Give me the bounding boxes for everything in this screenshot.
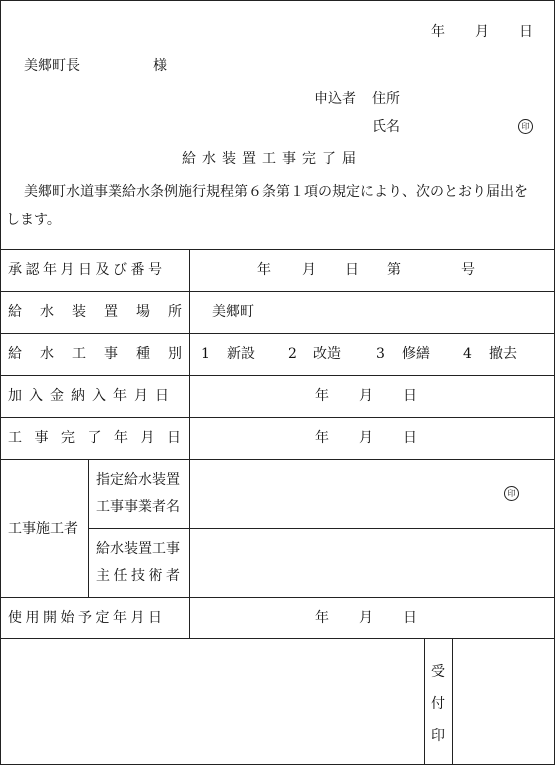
approval-no-suffix: 号 (461, 262, 475, 278)
date-day: 日 (519, 24, 533, 40)
intro-line-2: します。 (6, 212, 61, 228)
stamp-box-left-line (424, 638, 425, 765)
row-line-4 (0, 417, 555, 418)
location-label: 給水装置場所 (8, 304, 200, 320)
approval-year: 年 (257, 262, 271, 278)
work-type-option-4: 撤去 (489, 346, 517, 362)
work-type-option-1: 新設 (227, 346, 255, 362)
stamp-char-1: 受 (431, 664, 445, 680)
fee-date-day: 日 (403, 388, 417, 404)
approval-month: 月 (302, 262, 316, 278)
work-type-option-3-num: 3 (376, 346, 385, 362)
approval-day: 日 (345, 262, 359, 278)
document-title: 給水装置工事完了届 (182, 151, 362, 167)
fee-date-month: 月 (359, 388, 373, 404)
chief-label-line-2: 主任技術者 (96, 568, 184, 584)
date-month: 月 (475, 24, 489, 40)
company-label-line-2: 工事事業者名 (96, 499, 180, 515)
start-date-month: 月 (359, 610, 373, 626)
approval-label: 承認年月日及び番号 (8, 262, 166, 278)
contractor-label: 工事施工者 (8, 521, 78, 537)
work-type-label: 給水工事種別 (8, 346, 200, 362)
chief-label-line-1: 給水装置工事 (96, 541, 180, 557)
name-label: 氏名 (372, 119, 400, 135)
row-line-1 (0, 291, 555, 292)
company-label-line-1: 指定給水装置 (96, 472, 180, 488)
applicant-label: 申込者 (314, 91, 356, 107)
work-type-option-1-num: 1 (201, 346, 210, 362)
row-line-5 (0, 459, 555, 460)
table-top-line (0, 249, 555, 250)
honorific: 様 (153, 58, 167, 74)
contractor-mid-line (88, 528, 555, 529)
stamp-char-3: 印 (431, 728, 445, 744)
work-type-option-2: 改造 (313, 346, 341, 362)
address-label: 住所 (372, 91, 400, 107)
company-seal-icon: 印 (504, 486, 519, 501)
start-date-day: 日 (403, 610, 417, 626)
fee-date-label: 加入金納入年月日 (8, 388, 176, 404)
date-year: 年 (431, 24, 445, 40)
intro-line-1: 美郷町水道事業給水条例施行規程第６条第１項の規定により、次のとおり届出を (24, 184, 528, 200)
location-value: 美郷町 (212, 304, 254, 320)
contractor-sub-divider (88, 459, 89, 597)
completion-date-month: 月 (359, 430, 373, 446)
approval-no-prefix: 第 (387, 262, 401, 278)
row-line-2 (0, 333, 555, 334)
table-bottom-line (0, 638, 555, 639)
completion-date-year: 年 (315, 430, 329, 446)
start-date-year: 年 (315, 610, 329, 626)
applicant-seal-icon: 印 (518, 119, 533, 134)
start-date-label: 使用開始予定年月日 (8, 610, 166, 626)
work-type-option-3: 修繕 (402, 346, 430, 362)
addressee: 美郷町長 (24, 58, 80, 74)
fee-date-year: 年 (315, 388, 329, 404)
stamp-box-inner-line (452, 638, 453, 765)
work-type-option-2-num: 2 (288, 346, 297, 362)
work-type-option-4-num: 4 (463, 346, 472, 362)
stamp-char-2: 付 (431, 696, 445, 712)
completion-date-label: 工事完了年月日 (8, 430, 194, 446)
completion-date-day: 日 (403, 430, 417, 446)
row-line-6 (0, 597, 555, 598)
row-line-3 (0, 375, 555, 376)
